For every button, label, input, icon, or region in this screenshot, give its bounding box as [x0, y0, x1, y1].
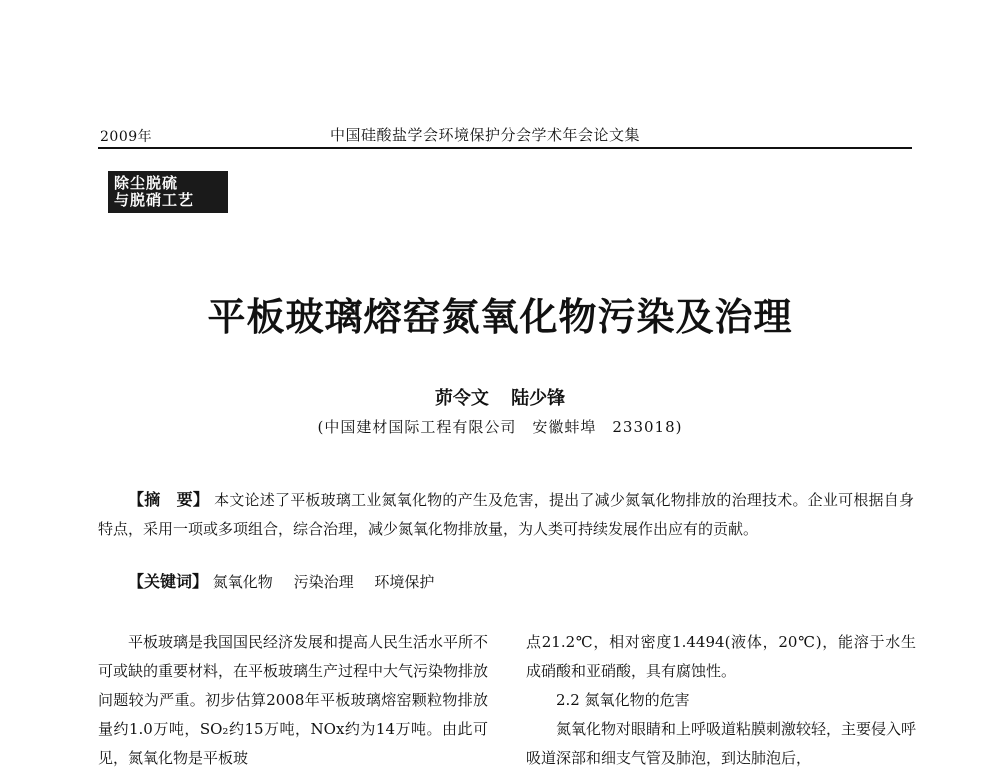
abstract-text: 本文论述了平板玻璃工业氮氧化物的产生及危害，提出了减少氮氧化物排放的治理技术。企业可根据自身特点，采用一项或多项组合，综合治理，减少氮氧化物排放量，为人类可持续发展作出应有的贡献。 — [98, 491, 914, 538]
section-heading: 2.2 氮氧化物的危害 — [556, 691, 690, 709]
keyword: 污染治理 — [293, 573, 354, 591]
paper-title: 平板玻璃熔窑氮氧化物污染及治理 — [207, 294, 793, 339]
section-badge-line1: 除尘脱硫 — [114, 174, 179, 192]
keywords-label: 【关键词】 — [128, 572, 209, 591]
body-paragraph: 平板玻璃是我国国民经济发展和提高人民生活水平所不可或缺的重要材料，在平板玻璃生产过程中大气污染物排放问题较为严重。初步估算2008年平板玻璃熔窑颗粒物排放量约1.0万吨，SO₂约15万吨，NOx约为14万吨。由此可见，氮氧化物是平板玻 — [98, 633, 489, 767]
right-column — [526, 628, 916, 773]
author-2: 陆少锋 — [511, 388, 566, 409]
authors — [0, 384, 1000, 410]
body-paragraph: 氮氧化物对眼睛和上呼吸道粘膜刺激较轻，主要侵入呼吸道深部和细支气管及肺泡，到达肺泡后， — [526, 720, 917, 767]
abstract — [98, 485, 914, 544]
journal-title: 中国硅酸盐学会环境保护分会学术年会论文集 — [330, 126, 641, 144]
section-badge-line2: 与脱硝工艺 — [114, 191, 195, 209]
body-paragraph: 点21.2℃，相对密度1.4494(液体，20℃)，能溶于水生成硝酸和亚硝酸，具有腐蚀性。 — [526, 633, 916, 680]
abstract-label: 【摘 要】 — [128, 490, 210, 509]
left-column — [98, 628, 488, 773]
header-year: 2009年 — [100, 129, 153, 145]
keywords — [128, 570, 908, 594]
keyword: 氮氧化物 — [212, 573, 273, 591]
section-badge — [108, 171, 228, 213]
header-rule — [98, 147, 912, 149]
author-1: 茆令文 — [434, 388, 489, 409]
affiliation: (中国建材国际工程有限公司 安徽蚌埠 233018) — [317, 418, 683, 436]
keyword: 环境保护 — [374, 573, 435, 591]
